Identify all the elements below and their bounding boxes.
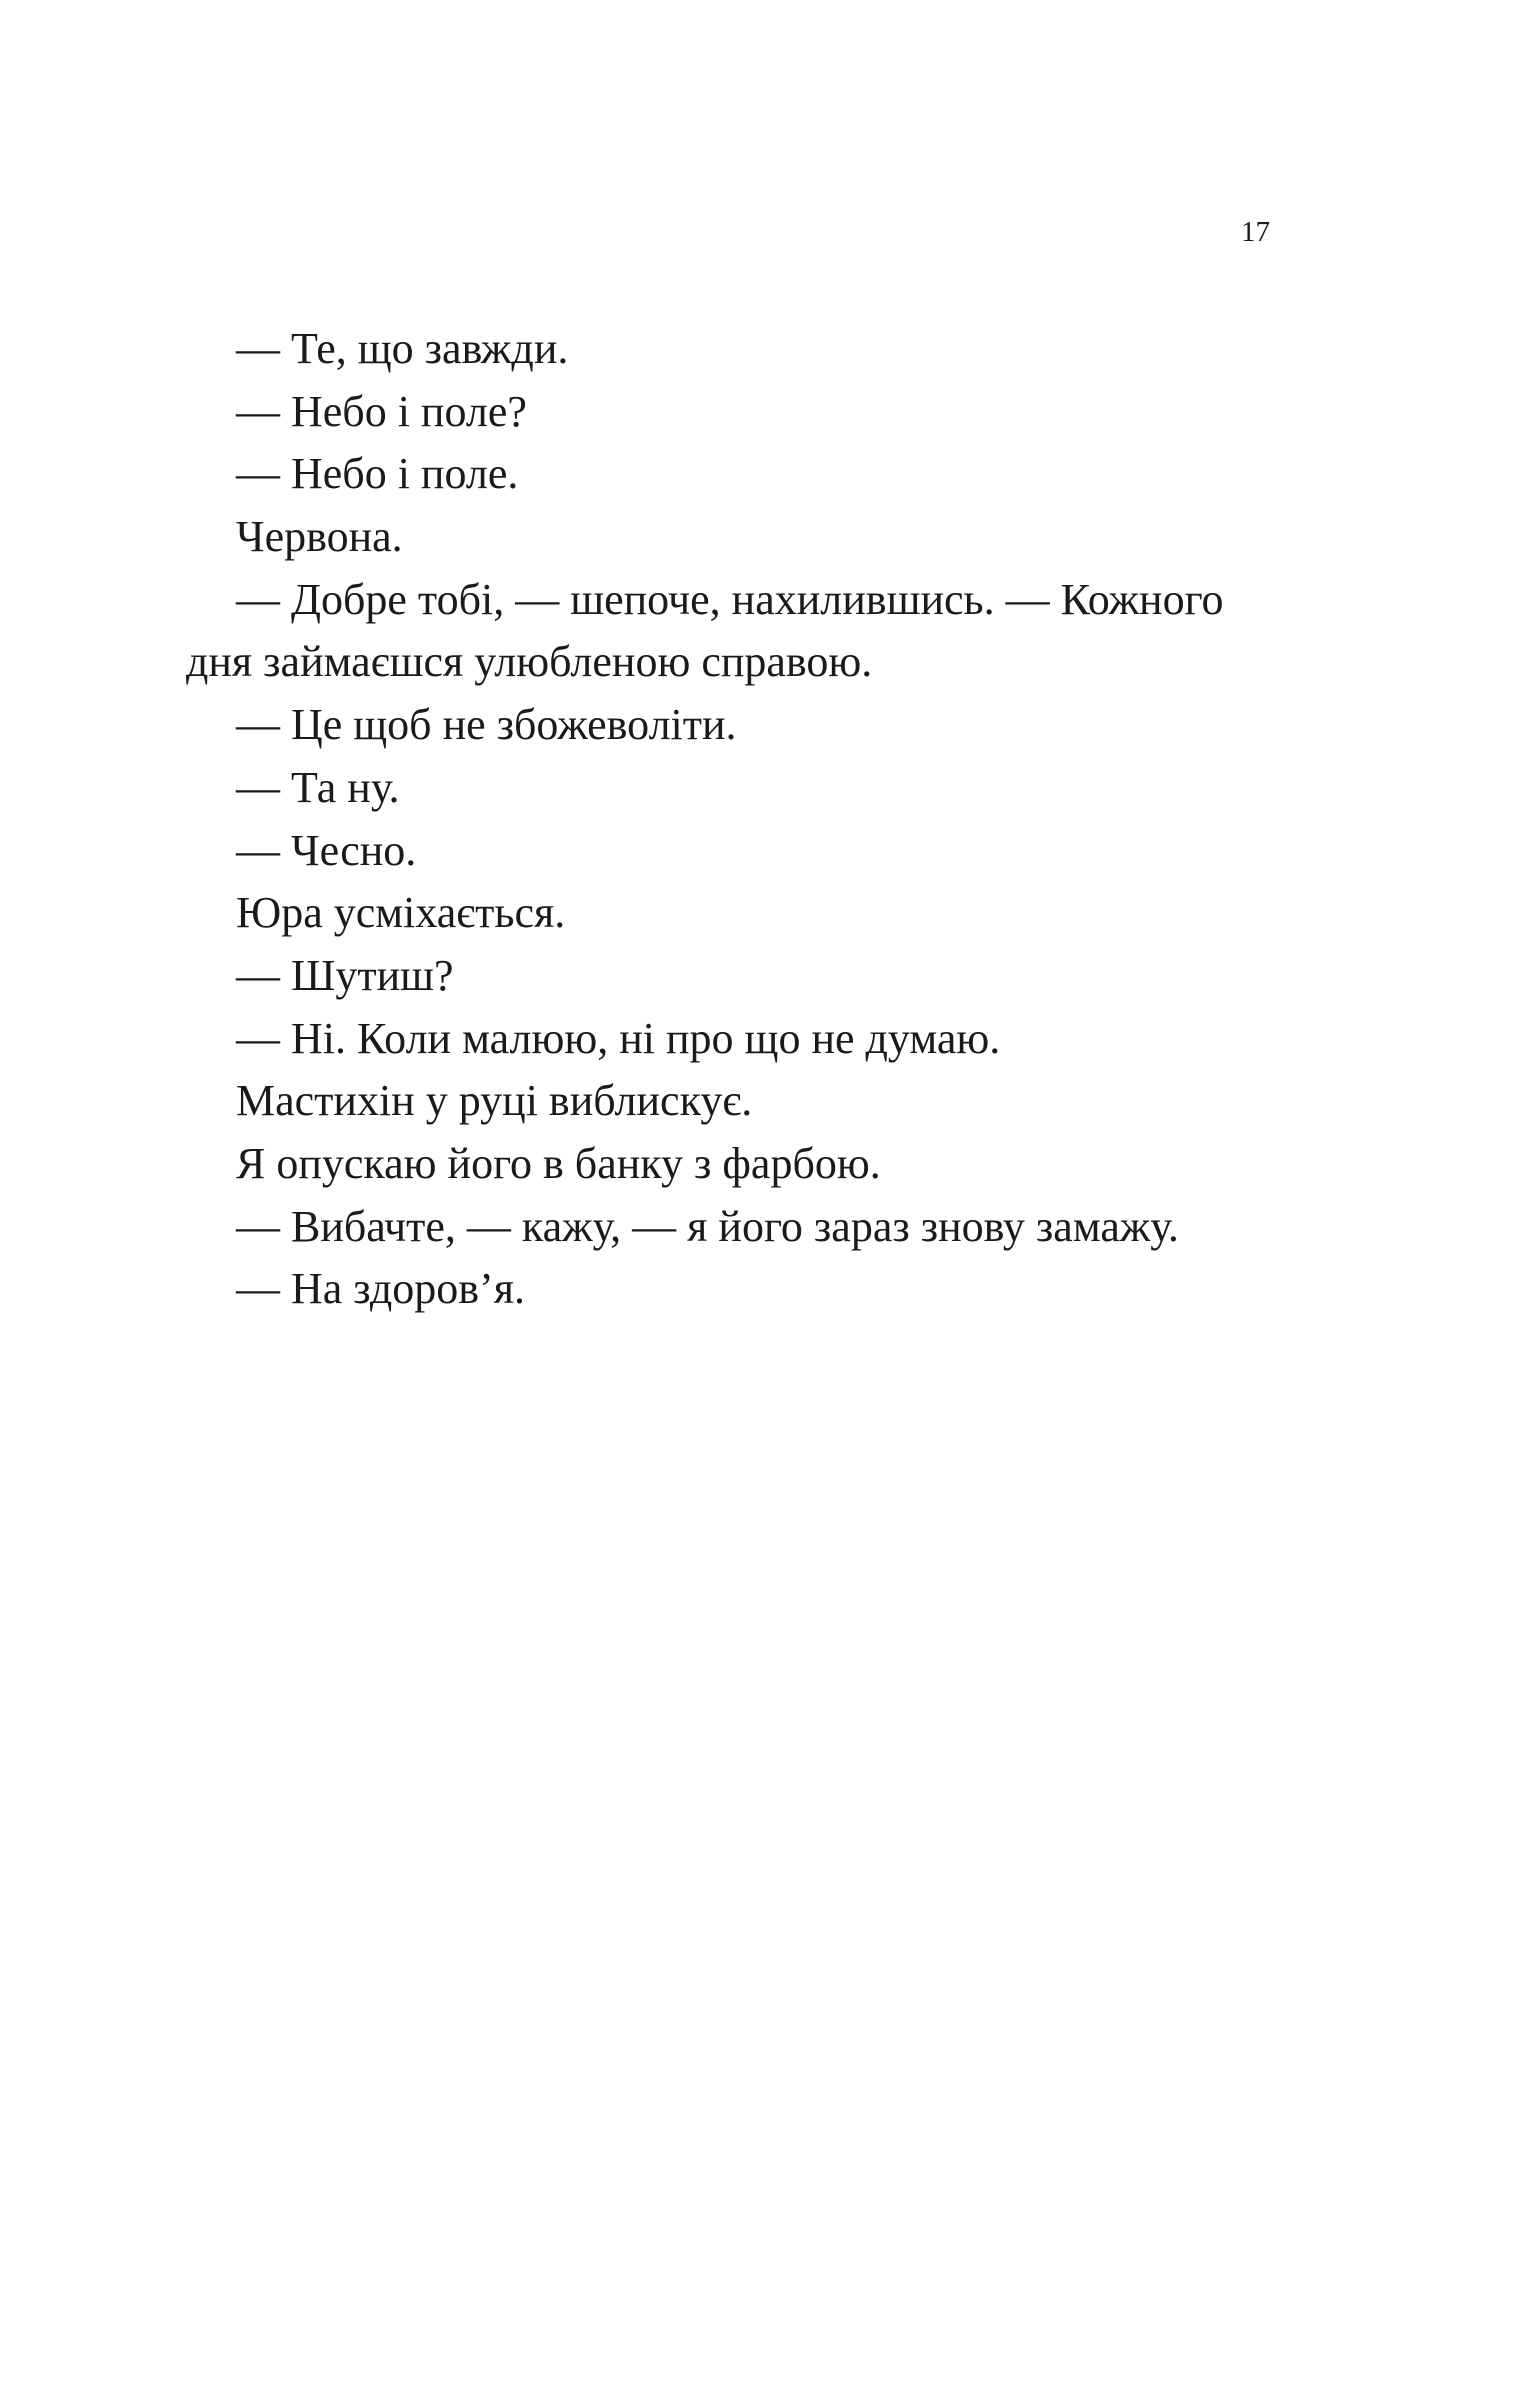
text-line: — Шутиш?	[236, 950, 454, 1000]
text-line: Я опускаю його в банку з фарбою.	[236, 1138, 881, 1188]
text-line: Юра усміхається.	[236, 888, 566, 938]
text-line: — На здоров’я.	[236, 1264, 525, 1314]
text-line: — Вибачте, — кажу, — я його зараз знову замажу.	[236, 1201, 1179, 1251]
text-line: — Та ну.	[236, 762, 400, 812]
text-line: Червона.	[236, 512, 403, 562]
text-line: — Чесно.	[236, 825, 417, 875]
text-line: — Це щоб не збожеволіти.	[236, 700, 737, 750]
text-line: — Небо і поле.	[236, 449, 519, 499]
text-line: — Те, що завжди.	[236, 324, 569, 373]
text-body	[186, 318, 1270, 1321]
text-line: — Ні. Коли малюю, ні про що не думаю.	[236, 1013, 1001, 1063]
text-line: — Добре тобі, — шепоче, нахилившись. — Кожного	[236, 574, 1224, 624]
text-line: Мастихін у руці виблискує.	[236, 1076, 753, 1126]
text-line: — Небо і поле?	[236, 386, 527, 436]
page-number: 17	[1241, 216, 1270, 248]
text-line: дня займаєшся улюбленою справою.	[186, 637, 873, 687]
